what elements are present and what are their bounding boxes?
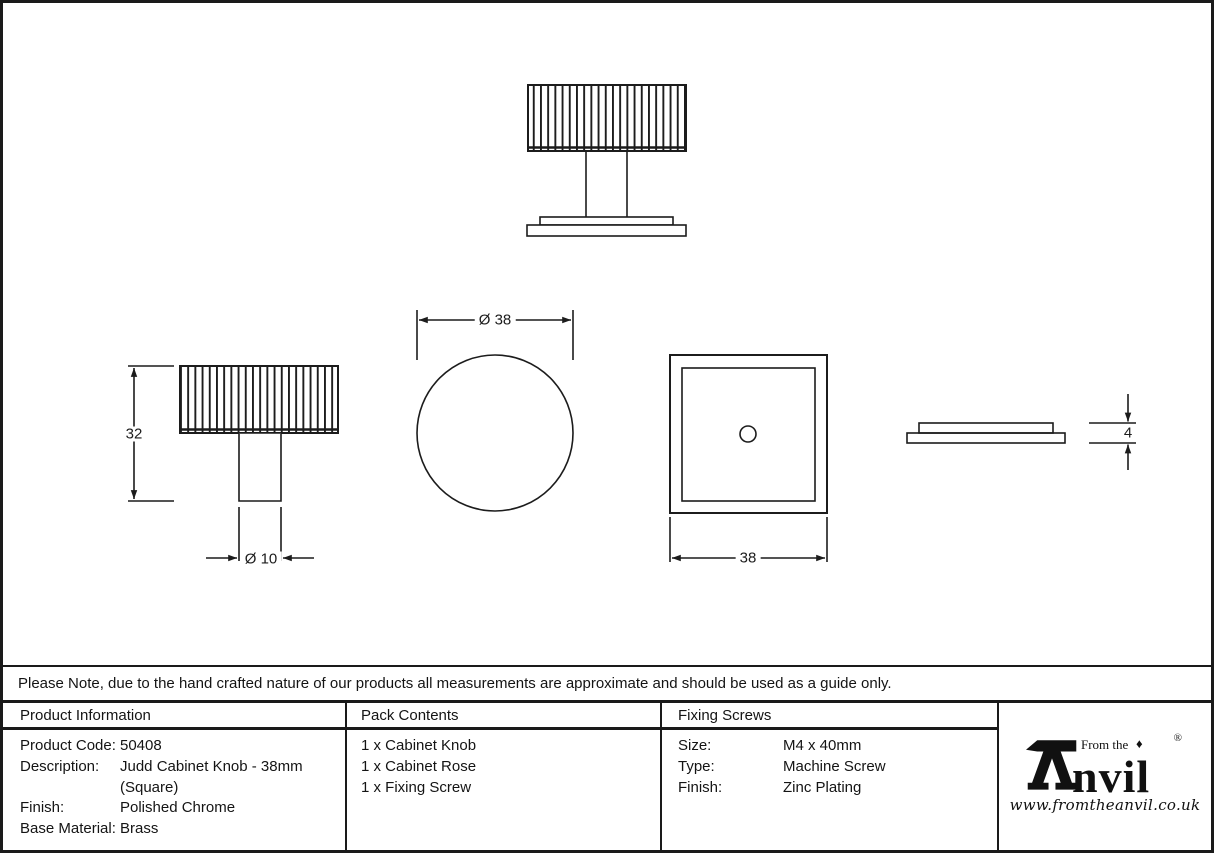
- fixing-screws-body: [662, 730, 997, 798]
- dimension-label-rose-thickness: 4: [1123, 424, 1133, 442]
- screw-type-row: [678, 757, 997, 778]
- dimension-label-stem-diameter: Ø 10: [241, 552, 282, 567]
- diamond-icon: ♦: [1136, 736, 1143, 751]
- brand-cell: [999, 703, 1211, 850]
- finish-row: [20, 798, 337, 819]
- pack-item: 1 x Cabinet Rose: [361, 757, 477, 775]
- base-material-value: Brass: [120, 820, 159, 838]
- drawing-rose-profile-view: [907, 394, 1136, 470]
- technical-drawings: [3, 3, 1211, 665]
- screw-size-row: [678, 736, 997, 757]
- screw-finish-label: Finish:: [678, 778, 723, 796]
- fixing-screws-section: [662, 703, 999, 850]
- description-value-line2: (Square): [120, 778, 179, 796]
- dimension-label-knob-height: 32: [122, 427, 147, 442]
- drawing-rose-face-view: [670, 355, 827, 562]
- product-code-label: Product Code:: [20, 737, 116, 754]
- pack-contents-header: Pack Contents: [347, 703, 660, 730]
- base-material-row: [20, 819, 337, 840]
- screw-size-label: Size:: [678, 737, 712, 754]
- pack-item: 1 x Fixing Screw: [361, 778, 472, 796]
- anvil-icon: [1026, 737, 1078, 792]
- screw-finish-row: [678, 778, 997, 799]
- note-bar: [3, 665, 1211, 700]
- finish-label: Finish:: [20, 799, 65, 817]
- pack-contents-section: [347, 703, 662, 850]
- screw-type-label: Type:: [678, 757, 715, 775]
- brand-prefix: From the: [1081, 737, 1129, 752]
- registered-trademark-icon: ®: [1173, 732, 1182, 744]
- brand-name: nvil: [1072, 751, 1151, 802]
- product-information-header: Product Information: [3, 703, 345, 730]
- brand-logo: [1009, 732, 1201, 818]
- screw-size-value: M4 x 40mm: [783, 737, 862, 754]
- description-row-continued: [20, 778, 337, 799]
- finish-value: Polished Chrome: [120, 799, 236, 817]
- dimension-label-rose-width: 38: [736, 551, 761, 566]
- screw-type-value: Machine Screw: [783, 757, 886, 775]
- drawing-front-view: [527, 85, 686, 236]
- product-code-row: [20, 736, 337, 757]
- note-text: Please Note, due to the hand crafted nature of our products all measurements are approximate and should be used as a guide only.: [18, 675, 892, 692]
- screw-finish-value: Zinc Plating: [783, 778, 862, 796]
- product-code-value: 50408: [120, 737, 162, 754]
- dimension-label-knob-diameter: Ø 38: [475, 313, 516, 328]
- product-information-section: [3, 703, 347, 850]
- base-material-label: Base Material:: [20, 820, 116, 838]
- drawings-canvas: [3, 3, 1211, 665]
- description-label: Description:: [20, 757, 100, 775]
- fixing-screws-header: Fixing Screws: [662, 703, 997, 730]
- description-value: Judd Cabinet Knob - 38mm: [120, 757, 303, 775]
- product-information-body: [3, 730, 345, 840]
- drawing-top-view: [417, 310, 573, 511]
- pack-item: 1 x Cabinet Knob: [361, 737, 477, 754]
- pack-contents-body: [347, 730, 660, 798]
- brand-url: www.fromtheanvil.co.uk: [1009, 796, 1201, 814]
- description-row: [20, 757, 337, 778]
- drawing-side-view: [128, 366, 338, 561]
- info-table: [3, 700, 1211, 850]
